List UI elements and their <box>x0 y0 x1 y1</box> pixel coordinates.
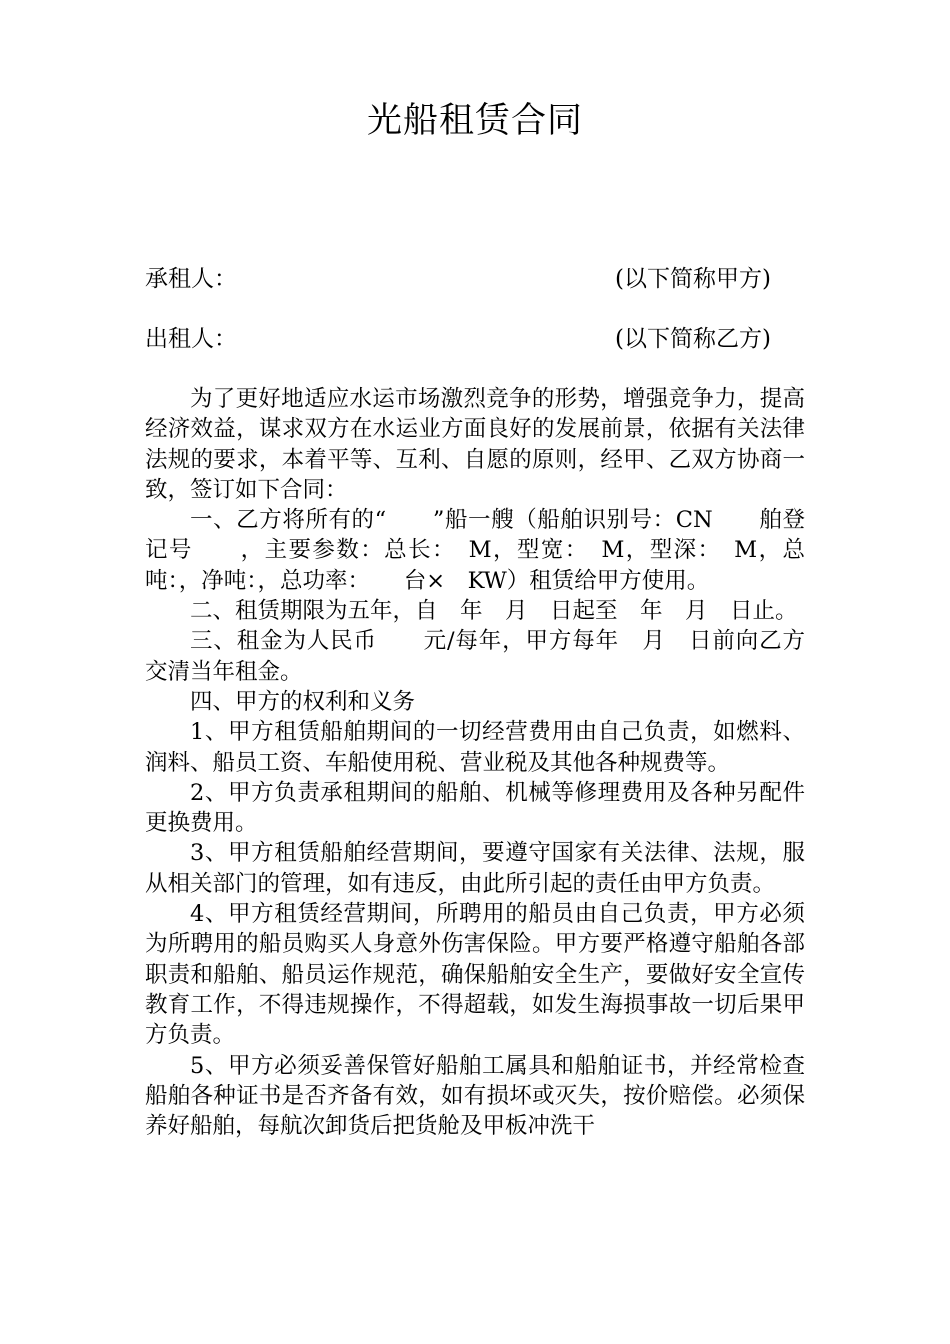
lessee-alias: (以下简称甲方) <box>615 266 771 292</box>
lessor-label: 出租人： <box>145 326 237 352</box>
document-title: 光船租赁合同 <box>366 101 583 141</box>
contract-body <box>145 384 805 1141</box>
paragraph-item-3: 3、甲方租赁船舶经营期间，要遵守国家有关法律、法规，服从相关部门的管理，如有违反，由此所引起的责任由甲方负责。 <box>145 840 805 897</box>
paragraph-clause-2: 二、租赁期限为五年，自 年 月 日起至 年 月 日止。 <box>190 598 798 625</box>
paragraph-clause-4-heading: 四、甲方的权利和义务 <box>190 688 416 715</box>
paragraph-item-4: 4、甲方租赁经营期间，所聘用的船员由自己负责，甲方必须为所聘用的船员购买人身意外伤害保险。甲方要严格遵守船舶各部职责和船舶、船员运作规范，确保船舶安全生产，要做好安全宣传教育工作，不得违规操作，不得超载，如发生海损事故一切后果甲方负责。 <box>145 901 805 1049</box>
paragraph-clause-3: 三、租金为人民币 元/每年，甲方每年 月 日前向乙方交清当年租金。 <box>145 628 805 685</box>
party-lessor-row <box>145 322 805 356</box>
paragraph-item-5: 5、甲方必须妥善保管好船舶工属具和船舶证书，并经常检查船舶各种证书是否齐备有效，如有损坏或灭失，按价赔偿。必须保养好船舶，每航次卸货后把货舱及甲板冲洗干 <box>145 1052 805 1140</box>
party-lessee-row <box>145 262 805 296</box>
paragraph-item-1: 1、甲方租赁船舶期间的一切经营费用由自己负责，如燃料、润料、船员工资、车船使用税、营业税及其他各种规费等。 <box>145 719 805 776</box>
paragraph-preamble: 为了更好地适应水运市场激烈竞争的形势，增强竞争力，提高经济效益，谋求双方在水运业方面良好的发展前景，依据有关法律法规的要求，本着平等、互利、自愿的原则，经甲、乙双方协商一致，签订如下合同： <box>145 386 805 503</box>
paragraph-clause-1: 一、乙方将所有的“ ”船一艘（船舶识别号：CN 舶登记号 ，主要参数：总长： M，型宽： M，型深： M，总吨：，净吨：，总功率： 台× KW）租赁给甲方使用。 <box>145 507 805 594</box>
lessee-label: 承租人： <box>145 266 237 292</box>
paragraph-item-2: 2、甲方负责承租期间的船舶、机械等修理费用及各种另配件更换费用。 <box>145 779 805 837</box>
lessor-alias: (以下简称乙方) <box>615 326 771 352</box>
